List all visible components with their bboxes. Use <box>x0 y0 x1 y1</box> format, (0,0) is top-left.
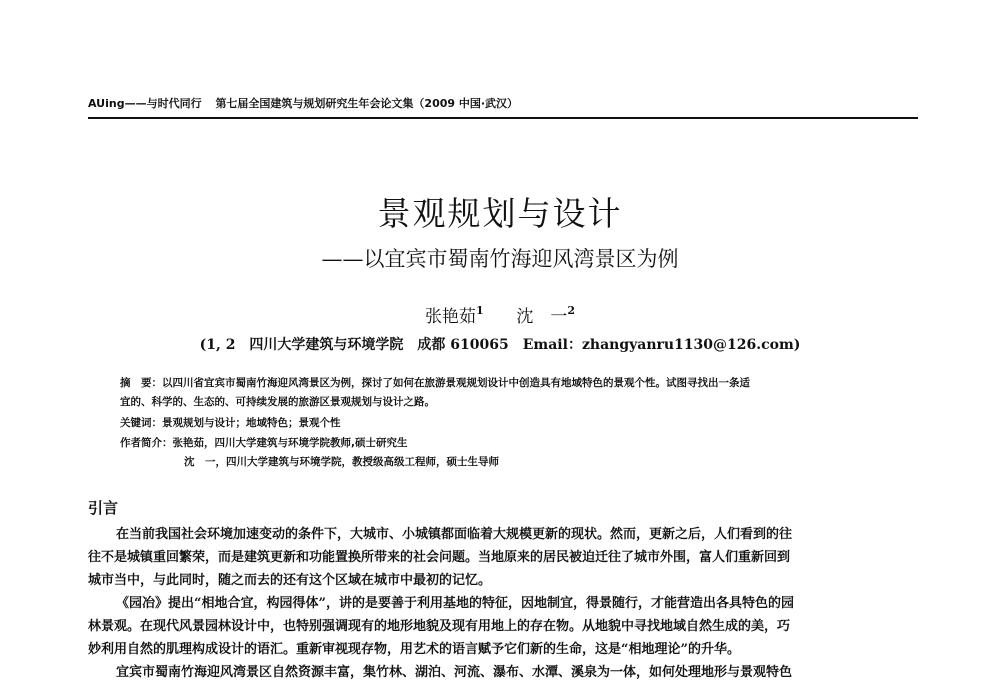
author-bio-line: 沈 一，四川大学建筑与环境学院，教授级高级工程师，硕士生导师 <box>184 456 499 468</box>
author-bio <box>120 434 900 472</box>
paragraph-line: 城市当中，与此同时，随之而去的还有这个区域在城市中最初的记忆。 <box>88 573 492 588</box>
running-head <box>88 95 918 119</box>
abstract <box>120 374 900 412</box>
paragraph-line: 往不是城镇重回繁荣，而是建筑更新和功能置换所带来的社会问题。当地原来的居民被迫迁往了城市外围，富人们重新回到 <box>88 550 791 565</box>
author-affil-mark: 1 <box>475 304 484 317</box>
abstract-line: 以四川省宜宾市蜀南竹海迎风湾景区为例，探讨了如何在旅游景观规划设计中创造具有地域特色的景观个性。试图寻找出一条适 <box>162 377 750 389</box>
abstract-line: 宜的、科学的、生态的、可持续发展的旅游区景观规划与设计之路。 <box>120 396 435 408</box>
author-line <box>0 302 1000 327</box>
running-head-text: 第七届全国建筑与规划研究生年会论文集（2009 中国·武汉） <box>215 97 519 110</box>
abstract-label: 摘 要： <box>120 377 162 389</box>
keywords <box>120 414 900 433</box>
paper-subtitle: ——以宜宾市蜀南竹海迎风湾景区为例 <box>321 247 679 271</box>
paragraph-line: 宜宾市蜀南竹海迎风湾景区自然资源丰富，集竹林、湖泊、河流、瀑布、水潭、溪泉为一体，如何处理地形与景观特色 <box>116 665 793 680</box>
affiliation: (1, 2 四川大学建筑与环境学院 成都 610065 Email：zhangyanru1130@126.com) <box>199 337 801 353</box>
keywords-text: 景观规划与设计；地域特色；景观个性 <box>162 417 341 429</box>
author-bio-line: 张艳茹，四川大学建筑与环境学院教师,硕士研究生 <box>172 437 408 449</box>
section-heading: 引言 <box>88 499 119 517</box>
author-bio-label: 作者简介： <box>120 437 173 449</box>
paper-title: 景观规划与设计 <box>377 194 623 233</box>
body-text <box>88 523 918 684</box>
running-head-brand: AUing——与时代同行 <box>88 97 202 110</box>
paragraph-line: 妙利用自然的肌理构成设计的语汇。重新审视现存物，用艺术的语言赋予它们新的生命，这是“相地理论”的升华。 <box>88 642 740 657</box>
paragraph-line: 《园冶》提出“相地合宜，构园得体”，讲的是要善于利用基地的特征，因地制宜，得景随行，才能营造出各具特色的园 <box>116 596 794 611</box>
keywords-label: 关键词： <box>120 417 162 429</box>
paragraph-line: 林景观。在现代风景园林设计中，也特别强调现有的地形地貌及现有用地上的存在物。从地貌中寻找地域自然生成的美，巧 <box>88 619 791 634</box>
author-affil-mark: 2 <box>567 304 576 317</box>
paragraph-line: 在当前我国社会环境加速变动的条件下，大城市、小城镇都面临着大规模更新的现状。然而，更新之后，人们看到的往 <box>116 527 793 542</box>
author-name: 沈 一 <box>516 307 568 327</box>
author-name: 张艳茹 <box>424 307 476 327</box>
